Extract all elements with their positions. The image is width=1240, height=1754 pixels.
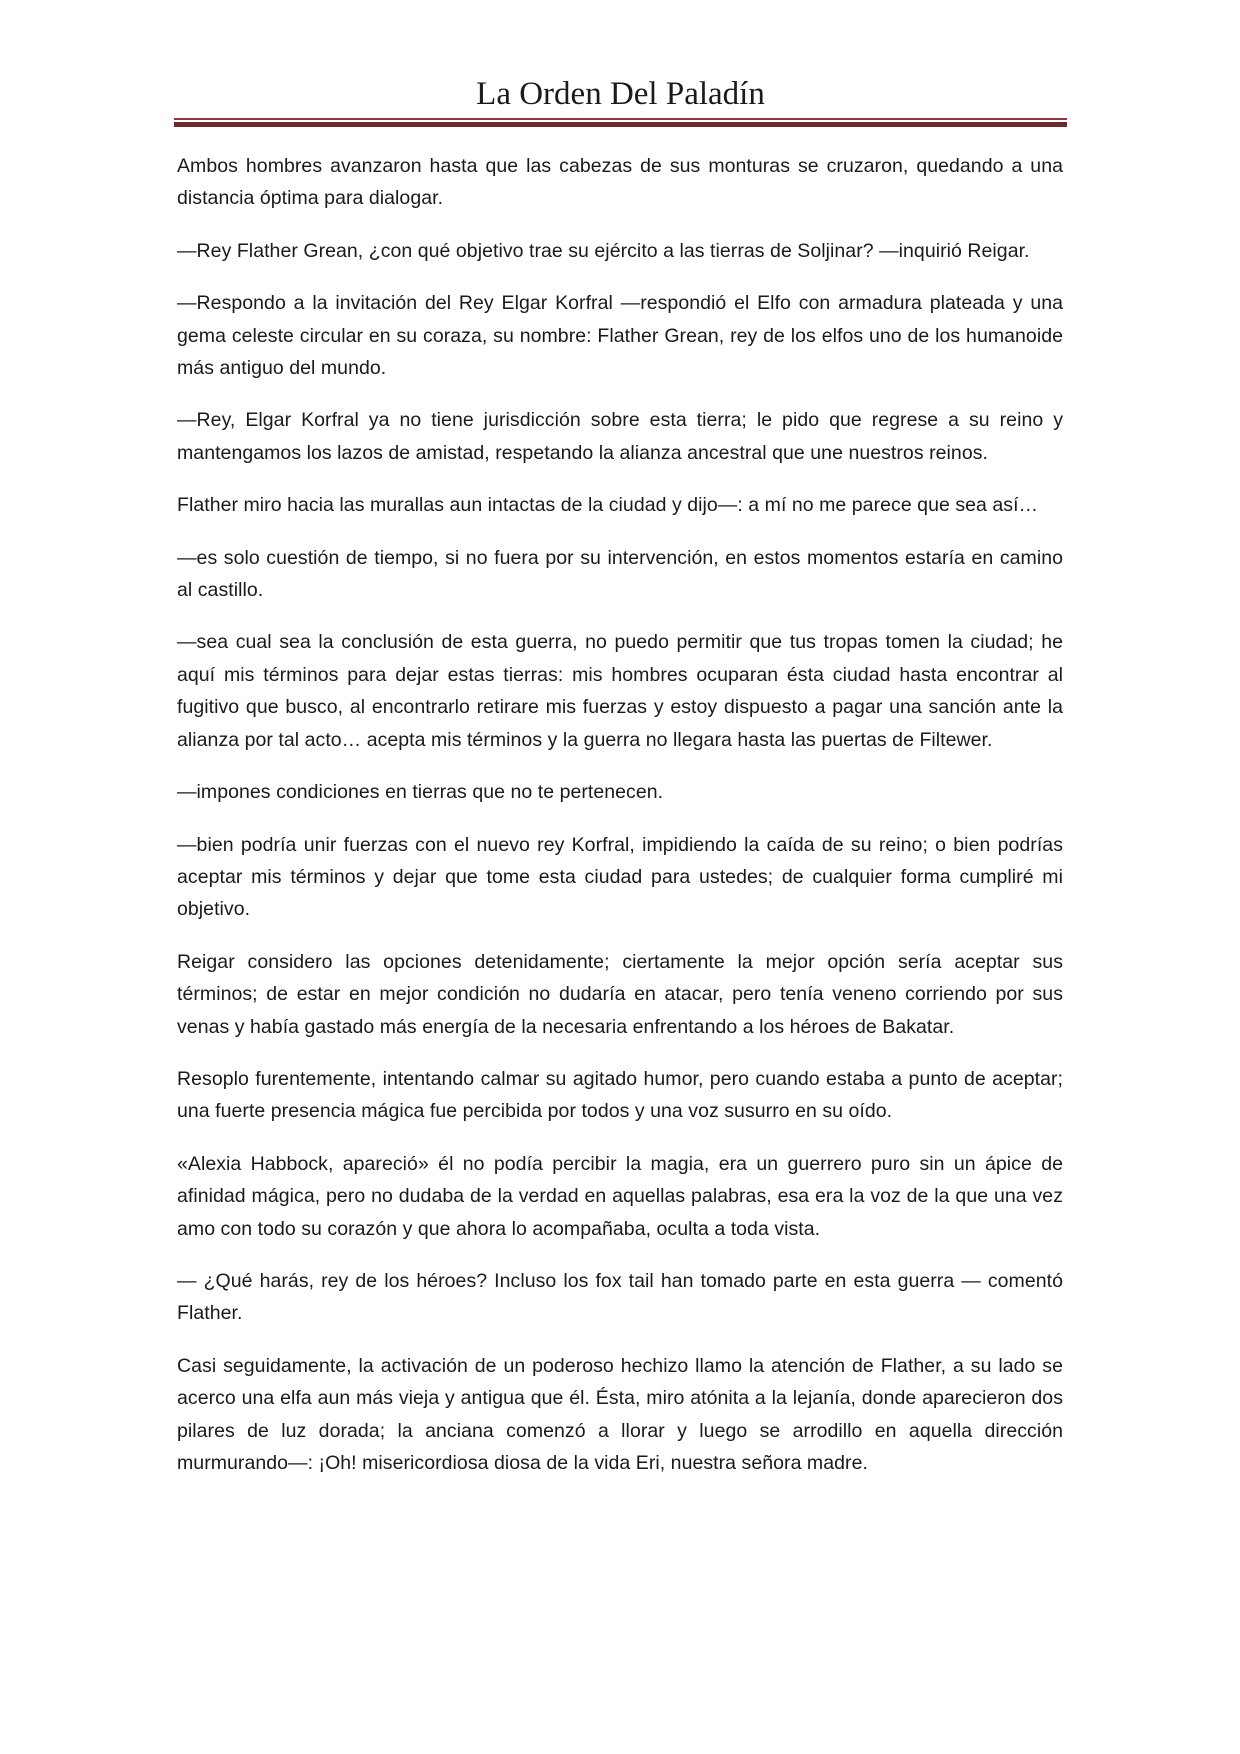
paragraph: —sea cual sea la conclusión de esta guerra, no puedo permitir que tus tropas tomen la ciudad; he aquí mis términos para dejar estas tierras: mis hombres ocuparan ésta ciudad hasta encontrar al fugitivo que busco, al encontrarlo retirare mis fuerzas y estoy dispuesto a pagar una sanción ante la alianza por tal acto… acepta mis términos y la guerra no llegara hasta las puertas de Filtewer. [177, 631, 1063, 751]
page-header [174, 70, 1067, 130]
book-title: La Orden Del Paladín [476, 76, 765, 112]
paragraph: — ¿Qué harás, rey de los héroes? Incluso los fox tail han tomado parte en esta guerra — comentó Flather. [177, 1269, 1063, 1325]
paragraph: —Rey, Elgar Korfral ya no tiene jurisdicción sobre esta tierra; le pido que regrese a su reino y mantengamos los lazos de amistad, respetando la alianza ancestral que une nuestros reinos. [177, 409, 1063, 464]
paragraph: —impones condiciones en tierras que no te pertenecen. [177, 781, 664, 804]
paragraph: —Rey Flather Grean, ¿con qué objetivo trae su ejército a las tierras de Soljinar? —inquirió Reigar. [177, 239, 1030, 262]
paragraph: —Respondo a la invitación del Rey Elgar Korfral —respondió el Elfo con armadura plateada y una gema celeste circular en su coraza, su nombre: Flather Grean, rey de los elfos uno de los humanoide más antiguo del mundo. [177, 292, 1063, 380]
header-rule-thin [174, 118, 1067, 120]
paragraph: —es solo cuestión de tiempo, si no fuera por su intervención, en estos momentos estaría en camino al castillo. [177, 546, 1063, 602]
paragraph: Reigar considero las opciones detenidamente; ciertamente la mejor opción sería aceptar sus términos; de estar en mejor condición no dudaría en atacar, pero tenía veneno corriendo por sus venas y había gastado más energía de la necesaria enfrentando a los héroes de Bakatar. [177, 950, 1063, 1038]
paragraph: Resoplo furentemente, intentando calmar su agitado humor, pero cuando estaba a punto de aceptar; una fuerte presencia mágica fue percibida por todos y una voz susurro en su oído. [177, 1067, 1063, 1123]
paragraph: Casi seguidamente, la activación de un poderoso hechizo llamo la atención de Flather, a su lado se acerco una elfa aun más vieja y antigua que él. Ésta, miro atónita a la lejanía, donde aparecieron dos pilares de luz dorada; la anciana comenzó a llorar y luego se arrodillo en aquella dirección murmurando—: ¡Oh! misericordiosa diosa de la vida Eri, nuestra señora madre. [177, 1354, 1063, 1474]
paragraph: —bien podría unir fuerzas con el nuevo rey Korfral, impidiendo la caída de su reino; o bien podrías aceptar mis términos y dejar que tome esta ciudad para ustedes; de cualquier forma cumpliré mi objetivo. [177, 833, 1063, 921]
paragraph: Flather miro hacia las murallas aun intactas de la ciudad y dijo—: a mí no me parece que sea así… [177, 494, 1039, 517]
body-text [177, 150, 1063, 1499]
header-rule-thick [174, 122, 1067, 127]
paragraph: «Alexia Habbock, apareció» él no podía percibir la magia, era un guerrero puro sin un ápice de afinidad mágica, pero no dudaba de la verdad en aquellas palabras, esa era la voz de la que una vez amo con todo su corazón y que ahora lo acompañaba, oculta a toda vista. [177, 1152, 1063, 1240]
paragraph: Ambos hombres avanzaron hasta que las cabezas de sus monturas se cruzaron, quedando a una distancia óptima para dialogar. [177, 155, 1063, 210]
